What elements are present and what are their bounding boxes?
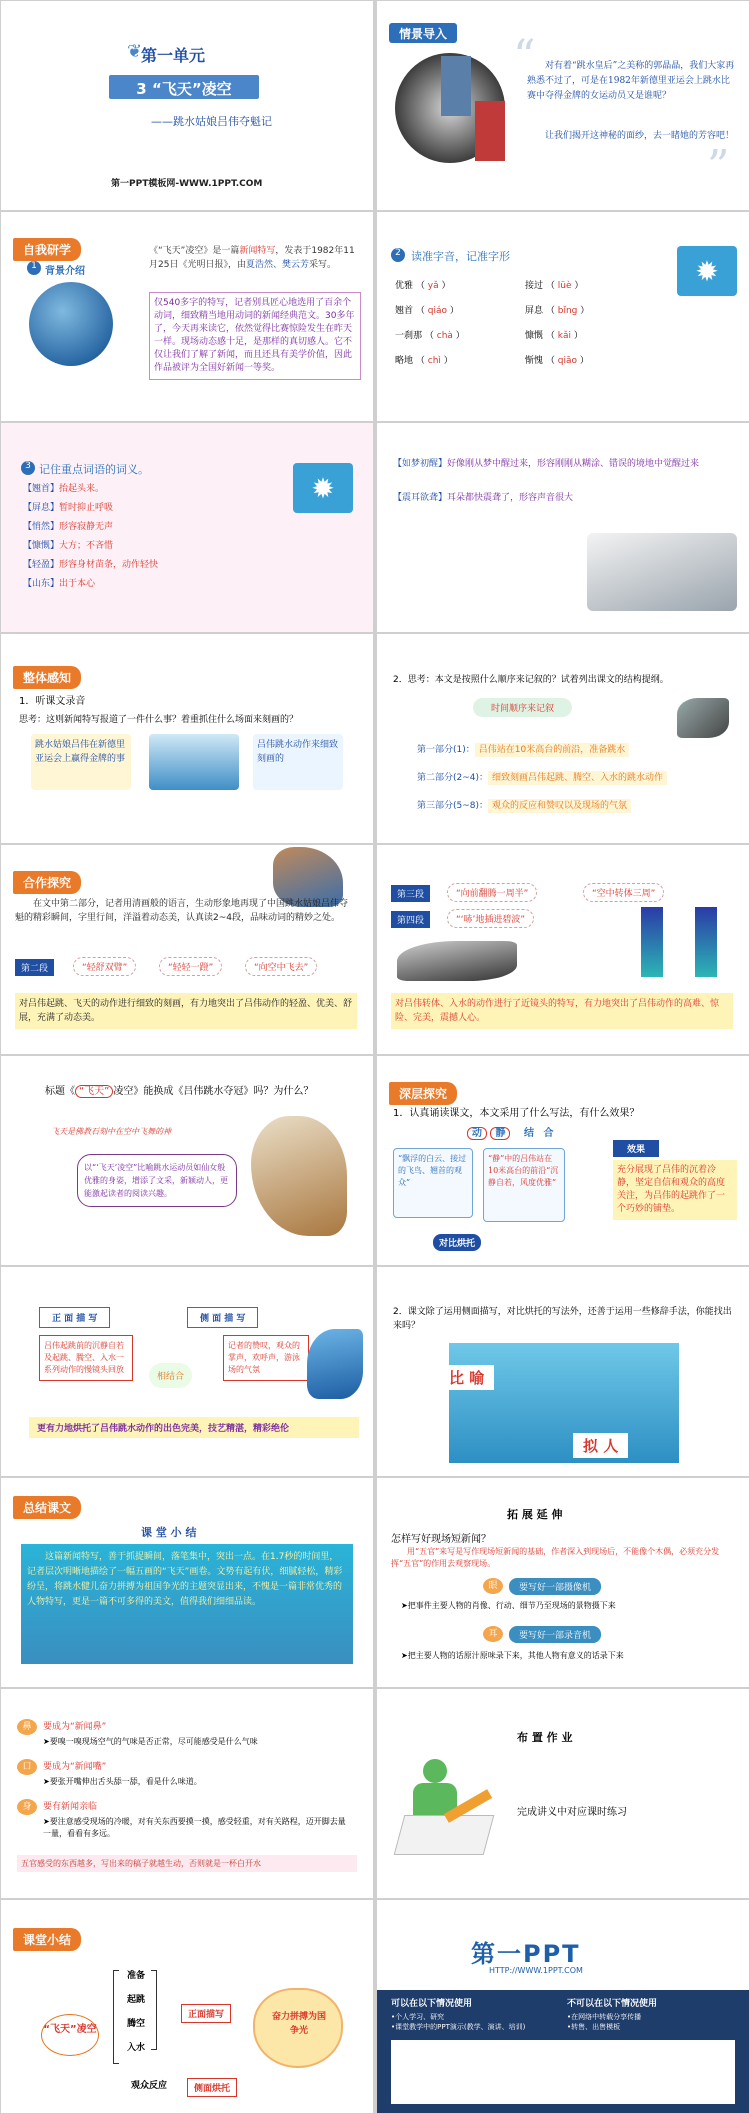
personification-label: 拟 人	[573, 1433, 628, 1458]
mindmap-step: 腾空	[127, 2019, 146, 2029]
mouth-tip: 要成为“新闻嘴”	[43, 1762, 107, 1772]
structure-part: 第一部分(1)： 吕伟站在10米高台的前沿，准备跳水	[417, 742, 629, 755]
structure-part: 第二部分(2~4)： 细致刻画吕伟起跳、腾空、入水的跳水动作	[417, 770, 667, 783]
extension-title: 拓 展 延 伸	[507, 1508, 563, 1521]
step-number: 2	[391, 248, 405, 262]
dongjing-label: 动 静 结 合	[467, 1124, 553, 1139]
body-icon: 身	[17, 1799, 37, 1815]
order-label: 时间顺序来记叙	[473, 698, 572, 717]
unit-label: 第一单元	[141, 46, 206, 65]
leaf-icon: ❦	[127, 41, 143, 62]
nose-tip: 要成为“新闻鼻”	[43, 1722, 107, 1732]
background-body: 仅540多字的特写，记者别具匠心地选用了百余个动词，细致精当地用动词的新闻经典范文。30多年了，今天再来读它，依然觉得比赛惊险发生在昨天一样。现场动态感十足，是那样的真切感人。它不仅让我们了解了新闻，而且还具有美学价值，因此作品被评为全国好新闻一等奖。	[149, 292, 361, 380]
forbidden-title: 不可以在以下情况使用	[567, 1999, 658, 2009]
camera-tip: 要写好一部摄像机	[509, 1578, 601, 1595]
step-title: 记住重点词语的词义。	[39, 463, 149, 476]
slide-summary[interactable]	[1, 1478, 373, 1687]
slide-description[interactable]	[1, 1267, 373, 1476]
slide-background[interactable]	[1, 212, 373, 421]
slide-idioms[interactable]	[377, 423, 749, 632]
diving-photo	[449, 1343, 679, 1463]
question-2: 思考：这则新闻特写报道了一件什么事？着重抓住什么场面来刻画的？	[19, 715, 299, 725]
slide-explore-2[interactable]	[377, 845, 749, 1054]
front-box: 吕伟起跳前的沉静自若及起跳、腾空、入水一系列动作的慢镜头回放	[39, 1335, 133, 1381]
slide-deep-explore[interactable]	[377, 1056, 749, 1265]
nose-icon: 鼻	[17, 1719, 37, 1735]
verb-phrase-1: “向前翻腾一周半”	[447, 883, 537, 902]
slide-structure[interactable]	[377, 634, 749, 843]
logo-url: HTTP://WWW.1PPT.COM	[489, 1966, 583, 1975]
slide-intro[interactable]	[377, 1, 749, 210]
deep-question: 1．认真诵读课文，本文采用了什么写法，有什么效果？	[393, 1108, 640, 1119]
effect-label: 效果	[613, 1140, 659, 1157]
section-header: 整体感知	[13, 666, 81, 689]
homework-task: 完成讲义中对应课时练习	[517, 1807, 627, 1818]
swimmer-photo	[307, 1329, 363, 1399]
pronunciation-item: 接过 （ lüè ）	[525, 281, 584, 291]
gear-icon: ✹	[677, 246, 737, 296]
typing-hands-photo	[587, 533, 737, 611]
title-question: 标题《 “飞天” 凌空》能换成《吕伟跳水夺冠》吗？为什么？	[45, 1086, 314, 1097]
vocab-item: 【轻盈】形容身材苗条，动作轻快	[23, 560, 159, 570]
camera-text: ➤把事件主要人物的肖像、行动、细节乃至现场的景物摄下来	[401, 1601, 616, 1610]
vocab-item: 【山东】出于本心	[23, 579, 96, 589]
intro-paragraph-1: 对有着“跳水皇后”之美称的郭晶晶，我们大家再熟悉不过了，可是在1982年新德里亚运会上跳水比赛中夺得金牌的女运动员又是谁呢？	[527, 61, 735, 101]
senses-conclusion: 五官感受的东西越多，写出来的稿子就越生动，否则就是一杯白开水	[17, 1855, 357, 1872]
brace-icon	[113, 1970, 119, 2064]
diver-photo	[29, 282, 113, 366]
static-box: “静”中的吕伟站在10米高台的前沿“沉静自若，风度优雅”	[483, 1148, 565, 1222]
section-header: 总结课文	[13, 1496, 81, 1519]
vocab-item: 【翘首】抬起头来。	[23, 484, 105, 494]
summary-title: 课 堂 小 结	[141, 1526, 197, 1539]
feitian-hint: 飞天是佛教石刻中在空中飞舞的神	[51, 1127, 171, 1136]
structure-part: 第三部分(5~8)： 观众的反应和赞叹以及现场的气氛	[417, 798, 631, 811]
diver-silhouette	[677, 698, 729, 738]
mindmap-step: 入水	[127, 2043, 146, 2053]
allowed-title: 可以在以下情况使用	[391, 1999, 473, 2009]
down-arrow-icon	[641, 907, 663, 977]
side-label: 侧 面 描 写	[187, 1307, 258, 1328]
mouth-icon: 口	[17, 1759, 37, 1775]
explore-body: 在文中第二部分，记者用清画般的语言，生动形象地再现了中国跳水姑娘吕伟夺魁的精彩瞬间，字里行间，洋溢着动态美，认真读2~4段，品味动词的精妙之处。	[15, 899, 349, 923]
slide-credits[interactable]	[377, 1900, 749, 2113]
pronunciation-item: 翘首 （ qiáo ）	[395, 306, 459, 316]
slide-explore[interactable]	[1, 845, 373, 1054]
mindmap-heart: 奋力拼搏为国争光	[271, 2012, 326, 2036]
slide-homework[interactable]	[377, 1689, 749, 1898]
diver-photo	[149, 734, 239, 790]
allowed-1: •个人学习、研究	[391, 2013, 445, 2021]
pronunciation-item: 惭愧 （ qiāo ）	[525, 356, 589, 366]
pronunciation-item: 慷慨 （ kǎi ）	[525, 331, 583, 341]
lesson-title: 3 “飞天”凌空	[109, 75, 259, 99]
lesson-subtitle: ——跳水姑娘吕伟夺魁记	[151, 115, 272, 128]
pronunciation-item: 屏息 （ bǐng ）	[525, 306, 590, 316]
verb-phrase-1: “轻舒双臂”	[73, 957, 136, 976]
intro-paragraph-2: 让我们揭开这神秘的面纱，去一睹她的芳容吧！	[545, 131, 735, 141]
slide-extension[interactable]	[377, 1478, 749, 1687]
mindmap-step: 起跳	[127, 1995, 146, 2005]
pronunciation-item: 优雅 （ yǎ ）	[395, 281, 451, 291]
body-tip: 要有新闻亲临	[43, 1802, 98, 1812]
mouth-text: ➤要张开嘴伸出舌头舔一舔，看是什么味道。	[43, 1777, 202, 1786]
pronunciation-item: 略地 （ chì ）	[395, 356, 453, 366]
slide-senses[interactable]	[1, 1689, 373, 1898]
down-arrow-icon	[695, 907, 717, 977]
extension-question: 怎样写好现场短新闻？	[391, 1534, 491, 1545]
step-title: 背景介绍	[45, 266, 85, 277]
ear-icon: 耳	[483, 1626, 503, 1642]
verb-phrase-3: “向空中飞去”	[245, 957, 317, 976]
dynamic-box: “飘浮的白云、接过的飞鸟、翘首的观众”	[393, 1148, 473, 1218]
front-label: 正 面 描 写	[39, 1307, 110, 1328]
explore-summary: 对吕伟起跳、飞天的动作进行细致的刻画，有力地突出了吕伟动作的轻盈、优美、舒展，充满了动态美。	[15, 993, 357, 1029]
structure-question: 2．思考：本文是按照什么顺序来记叙的？试着列出课文的结构提纲。	[393, 675, 669, 685]
step-number: 1	[27, 261, 41, 275]
pronunciation-item: 一刹那 （ chà ）	[395, 331, 465, 341]
section-header: 课堂小结	[13, 1928, 81, 1951]
section-header: 情景导入	[389, 23, 457, 43]
segment-4-label: 第四段	[391, 911, 430, 928]
open-quote-icon: “	[513, 31, 536, 82]
slide-vocabulary[interactable]	[1, 423, 373, 632]
gear-icon: ✹	[293, 463, 353, 513]
background-intro: 《“飞天”凌空》是一篇新闻特写，发表于1982年11月25日《光明日报》，由夏浩然、樊云芳采写。	[149, 246, 355, 270]
idiom-item: 【如梦初醒】好像刚从梦中醒过来，形容刚刚从糊涂、错误的境地中觉醒过来	[393, 459, 700, 469]
writing-person-icon	[399, 1759, 499, 1859]
title-answer: 以“‘飞天’凌空”比喻跳水运动员如仙女般优雅的身姿，增添了文采，新颖动人，更能激起读者的阅读兴趣。	[77, 1154, 237, 1207]
explore-summary: 对吕伟转体、入水的动作进行了近镜头的特写，有力地突出了吕伟动作的高难、惊险、完美，震撼人心。	[391, 993, 733, 1029]
metaphor-label: 比 喻	[439, 1365, 494, 1390]
vocab-item: 【屏息】暂时抑止呼吸	[23, 503, 114, 513]
footer-text: 第一PPT模板网-WWW.1PPT.COM	[111, 179, 263, 189]
mindmap-root: “飞天”凌空	[41, 2014, 99, 2056]
side-box: 记者的赞叹，观众的掌声，欢呼声，游泳场的气氛	[223, 1335, 309, 1381]
segment-3-label: 第三段	[391, 885, 430, 902]
slide-overview[interactable]	[1, 634, 373, 843]
step-title: 读准字音，记准字形	[411, 250, 510, 263]
segment-label: 第二段	[15, 959, 54, 976]
forbidden-2: •转售、出售模板	[567, 2023, 621, 2031]
verb-phrase-2: “空中转体三周”	[583, 883, 664, 902]
slide-pronunciation[interactable]	[377, 212, 749, 421]
section-header: 自我研学	[13, 238, 81, 261]
diver-photo	[397, 941, 517, 981]
section-header: 深层探究	[389, 1082, 457, 1105]
mindmap-react: 观众反应	[131, 2081, 168, 2091]
mindmap-step: 准备	[127, 1971, 146, 1981]
rhetoric-question: 2．课文除了运用侧面描写，对比烘托的写法外，还善于运用一些修辞手法，你能找出来吗？	[393, 1307, 732, 1331]
nose-text: ➤要嗅一嗅现场空气的气味是否正常，尽可能感受是什么气味	[43, 1737, 258, 1746]
allowed-2: •课堂教学中的PPT演示(教学、演讲、培训)	[391, 2023, 526, 2031]
answer-event: 跳水姑娘吕伟在新德里亚运会上赢得金牌的事	[31, 734, 131, 790]
recorder-tip: 要写好一部录音机	[509, 1626, 601, 1643]
section-header: 合作探究	[13, 871, 81, 894]
slide-mindmap[interactable]	[1, 1900, 373, 2113]
combine-label: 相结合	[149, 1363, 192, 1388]
idiom-item: 【震耳欲聋】耳朵都快震聋了，形容声音很大	[393, 493, 574, 503]
homework-title: 布 置 作 业	[517, 1731, 573, 1744]
question-1: 1．听课文录音	[19, 696, 86, 707]
contrast-label: 对比烘托	[433, 1234, 481, 1251]
feitian-mural	[251, 1116, 347, 1236]
slide-title[interactable]	[1, 1, 373, 210]
mindmap-side: 侧面烘托	[187, 2078, 237, 2097]
slide-title-question[interactable]	[1, 1056, 373, 1265]
logo: 第一PPT	[471, 1940, 581, 1968]
recorder-text: ➤把主要人物的话原汁原味录下来，其他人物有意义的话录下来	[401, 1651, 624, 1660]
vocab-item: 【悄然】形容寂静无声	[23, 522, 114, 532]
diver-photo-1	[441, 56, 471, 116]
diver-photo-2	[475, 101, 505, 161]
close-quote-icon: ”	[707, 141, 730, 192]
step-number: 3	[21, 461, 35, 475]
summary-body: 这篇新闻特写，善于抓捉瞬间，落笔集中，突出一点。在1.7秒的时间里，记者层次明晰地描绘了一幅五画的“飞天”画卷。文势有起有伏，细腻轻松，精彩纷呈，将跳水健儿奋力拼搏为祖国争光的主题突显出来，不愧是一篇非常优秀的人物特写，更是一篇不可多得的美文，值得我们细细品读。	[21, 1544, 353, 1664]
vocab-item: 【慷慨】大方；不吝惜	[23, 541, 114, 551]
forbidden-1: •在网络中转载分享传播	[567, 2013, 642, 2021]
answer-focus: 吕伟跳水动作来细致刻画的	[253, 734, 343, 790]
extension-intro: 用“五官”来写是写作现场短新闻的基础，作者深入到现场后，不能像个木偶，必须充分发挥“五官”的作用去观察现场。	[391, 1547, 720, 1568]
effect-text: 充分展现了吕伟的沉着冷静，坚定自信和观众的高度关注，为吕伟的起跳作了一个巧妙的铺垫。	[613, 1160, 737, 1220]
verb-phrase-3: “‘哧’地插进碧波”	[447, 909, 534, 928]
mindmap-front: 正面描写	[181, 2004, 231, 2023]
body-text: ➤要注意感受现场的冷暖，对有关东西要摸一摸，感受轻重，对有关路程，迈开脚去量一量，看看有多远。	[43, 1817, 346, 1838]
eye-icon: 眼	[483, 1578, 503, 1594]
link-table	[391, 2040, 735, 2104]
brace-icon	[151, 1970, 157, 2050]
slide-rhetoric[interactable]	[377, 1267, 749, 1476]
verb-phrase-2: “轻轻一蹬”	[159, 957, 222, 976]
description-summary: 更有力地烘托了吕伟跳水动作的出色完美，技艺精湛，精彩绝伦	[29, 1417, 359, 1438]
